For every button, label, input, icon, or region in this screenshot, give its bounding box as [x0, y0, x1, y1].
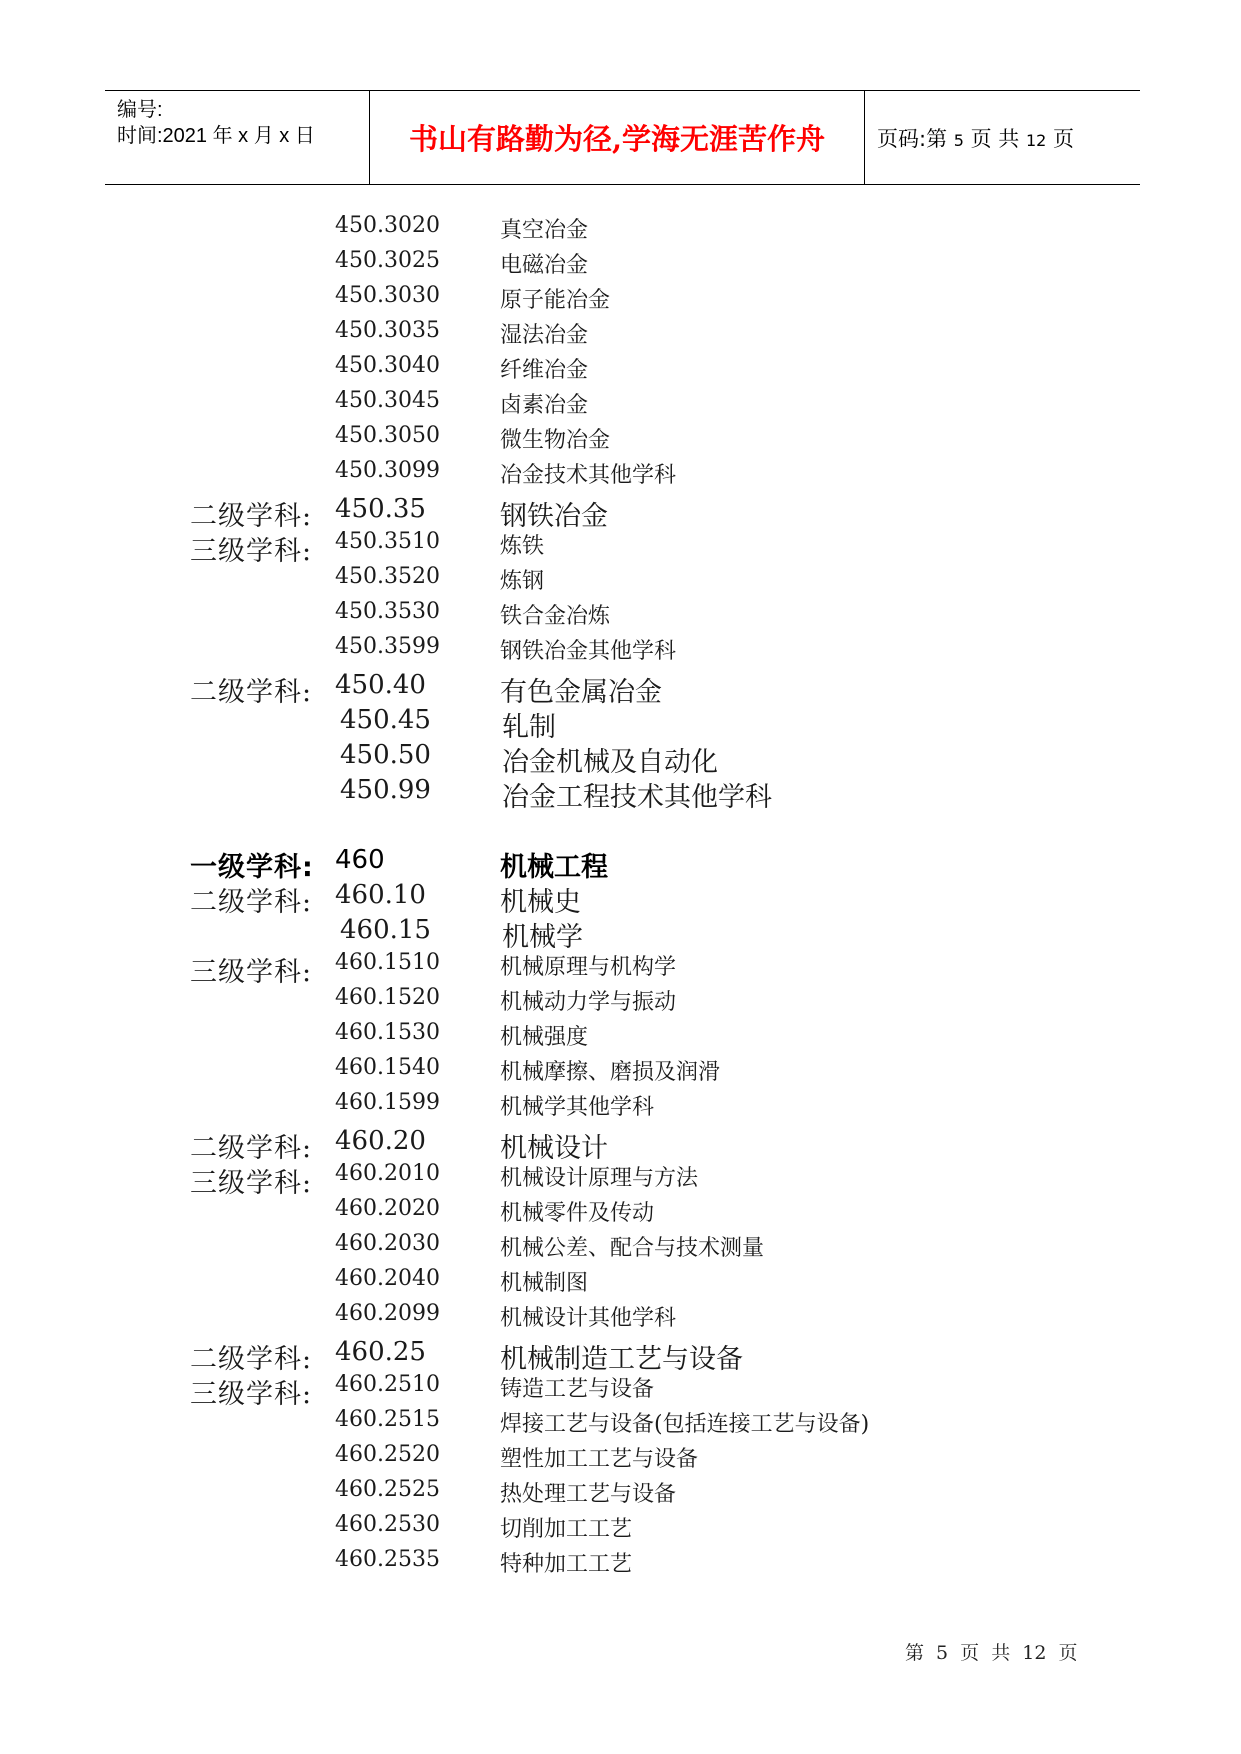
discipline-code: 460.2010	[335, 1161, 440, 1186]
discipline-name: 卤素冶金	[500, 393, 589, 418]
discipline-code: 460.10	[335, 880, 426, 910]
discipline-code: 460.1510	[335, 950, 440, 975]
discipline-code: 450.40	[335, 670, 426, 700]
discipline-code: 450.35	[335, 494, 426, 524]
page-footer: 第 5 页 共 12 页	[905, 1642, 1078, 1664]
discipline-code: 450.45	[340, 705, 431, 735]
discipline-level: 二级学科:	[190, 1133, 313, 1164]
discipline-code: 460.2525	[335, 1477, 440, 1502]
discipline-code: 460.2510	[335, 1372, 440, 1397]
discipline-level: 三级学科:	[190, 536, 313, 567]
discipline-code: 450.3045	[335, 388, 440, 413]
page-total: 12	[1025, 131, 1047, 150]
discipline-name: 钢铁冶金	[500, 501, 608, 532]
discipline-name: 机械动力学与振动	[500, 990, 677, 1015]
discipline-code: 450.3050	[335, 423, 440, 448]
discipline-level: 二级学科:	[190, 501, 313, 532]
discipline-name: 铁合金冶炼	[500, 604, 611, 629]
discipline-code: 460.1599	[335, 1090, 440, 1115]
discipline-name: 机械原理与机构学	[500, 955, 677, 980]
discipline-level: 三级学科:	[190, 957, 313, 988]
discipline-name: 炼铁	[500, 534, 545, 559]
discipline-code: 460.2530	[335, 1512, 440, 1537]
discipline-code: 450.3025	[335, 248, 440, 273]
header-motto: 书山有路勤为径,学海无涯苦作舟	[408, 122, 826, 156]
discipline-name: 冶金工程技术其他学科	[502, 782, 772, 813]
discipline-name: 炼钢	[500, 569, 545, 594]
discipline-code: 460.25	[335, 1337, 426, 1367]
discipline-name: 机械强度	[500, 1025, 589, 1050]
discipline-name: 真空冶金	[500, 218, 589, 243]
discipline-name: 湿法冶金	[500, 323, 589, 348]
discipline-code: 450.3099	[335, 458, 440, 483]
discipline-code: 460.2040	[335, 1266, 440, 1291]
discipline-code: 450.3530	[335, 599, 440, 624]
discipline-name: 有色金属冶金	[500, 677, 662, 708]
discipline-code: 450.3020	[335, 213, 440, 238]
discipline-level: 三级学科:	[190, 1168, 313, 1199]
discipline-level: 二级学科:	[190, 887, 313, 918]
discipline-name: 机械工程	[500, 852, 608, 883]
page-number: 5	[953, 131, 964, 150]
discipline-code: 450.99	[340, 775, 431, 805]
discipline-name: 机械制造工艺与设备	[500, 1344, 743, 1375]
discipline-code: 460	[335, 845, 385, 875]
discipline-name: 热处理工艺与设备	[500, 1482, 677, 1507]
discipline-name: 微生物冶金	[500, 428, 611, 453]
discipline-name: 机械学	[502, 922, 583, 953]
discipline-name: 机械摩擦、磨损及润滑	[500, 1060, 721, 1085]
header-page-code	[877, 123, 1074, 153]
discipline-name: 原子能冶金	[500, 288, 611, 313]
discipline-code: 460.1540	[335, 1055, 440, 1080]
discipline-level: 二级学科:	[190, 677, 313, 708]
discipline-name: 机械设计其他学科	[500, 1306, 677, 1331]
header-motto-cell	[370, 91, 865, 184]
header-page-cell	[865, 91, 1140, 184]
discipline-level: 一级学科:	[190, 852, 314, 883]
discipline-name: 机械史	[500, 887, 581, 918]
discipline-code: 460.2030	[335, 1231, 440, 1256]
discipline-name: 纤维冶金	[500, 358, 589, 383]
discipline-name: 特种加工工艺	[500, 1552, 633, 1577]
discipline-name: 机械学其他学科	[500, 1095, 655, 1120]
discipline-code: 460.20	[335, 1126, 426, 1156]
page-mid: 页 共	[963, 127, 1026, 151]
page-suffix: 页	[1046, 127, 1075, 151]
discipline-name: 铸造工艺与设备	[500, 1377, 655, 1402]
discipline-code: 450.3040	[335, 353, 440, 378]
discipline-name: 机械零件及传动	[500, 1201, 655, 1226]
discipline-name: 机械设计	[500, 1133, 608, 1164]
header-meta-cell	[105, 91, 370, 184]
discipline-name: 切削加工工艺	[500, 1517, 633, 1542]
discipline-code: 460.15	[340, 915, 431, 945]
page-prefix: 页码:第	[877, 127, 954, 151]
document-time-label: 时间:2021 年 x 月 x 日	[117, 125, 315, 147]
discipline-name: 机械公差、配合与技术测量	[500, 1236, 765, 1261]
discipline-name: 轧制	[502, 712, 556, 743]
discipline-name: 机械设计原理与方法	[500, 1166, 699, 1191]
discipline-name: 冶金机械及自动化	[502, 747, 718, 778]
discipline-code: 460.1530	[335, 1020, 440, 1045]
page-header	[105, 90, 1140, 185]
discipline-code: 450.3035	[335, 318, 440, 343]
discipline-name: 机械制图	[500, 1271, 589, 1296]
discipline-code: 460.2535	[335, 1547, 440, 1572]
discipline-code: 450.3030	[335, 283, 440, 308]
discipline-code: 450.3599	[335, 634, 440, 659]
discipline-code: 450.50	[340, 740, 431, 770]
discipline-code: 460.2099	[335, 1301, 440, 1326]
discipline-level: 二级学科:	[190, 1344, 313, 1375]
discipline-name: 冶金技术其他学科	[500, 463, 677, 488]
discipline-level: 三级学科:	[190, 1379, 313, 1410]
discipline-code: 460.2020	[335, 1196, 440, 1221]
discipline-name: 焊接工艺与设备(包括连接工艺与设备)	[500, 1412, 870, 1437]
discipline-name: 电磁冶金	[500, 253, 589, 278]
discipline-code: 460.2520	[335, 1442, 440, 1467]
discipline-code: 460.1520	[335, 985, 440, 1010]
discipline-code: 460.2515	[335, 1407, 440, 1432]
discipline-name: 塑性加工工艺与设备	[500, 1447, 699, 1472]
discipline-name: 钢铁冶金其他学科	[500, 639, 677, 664]
discipline-code: 450.3520	[335, 564, 440, 589]
discipline-code: 450.3510	[335, 529, 440, 554]
document-number-label: 编号:	[117, 99, 163, 121]
